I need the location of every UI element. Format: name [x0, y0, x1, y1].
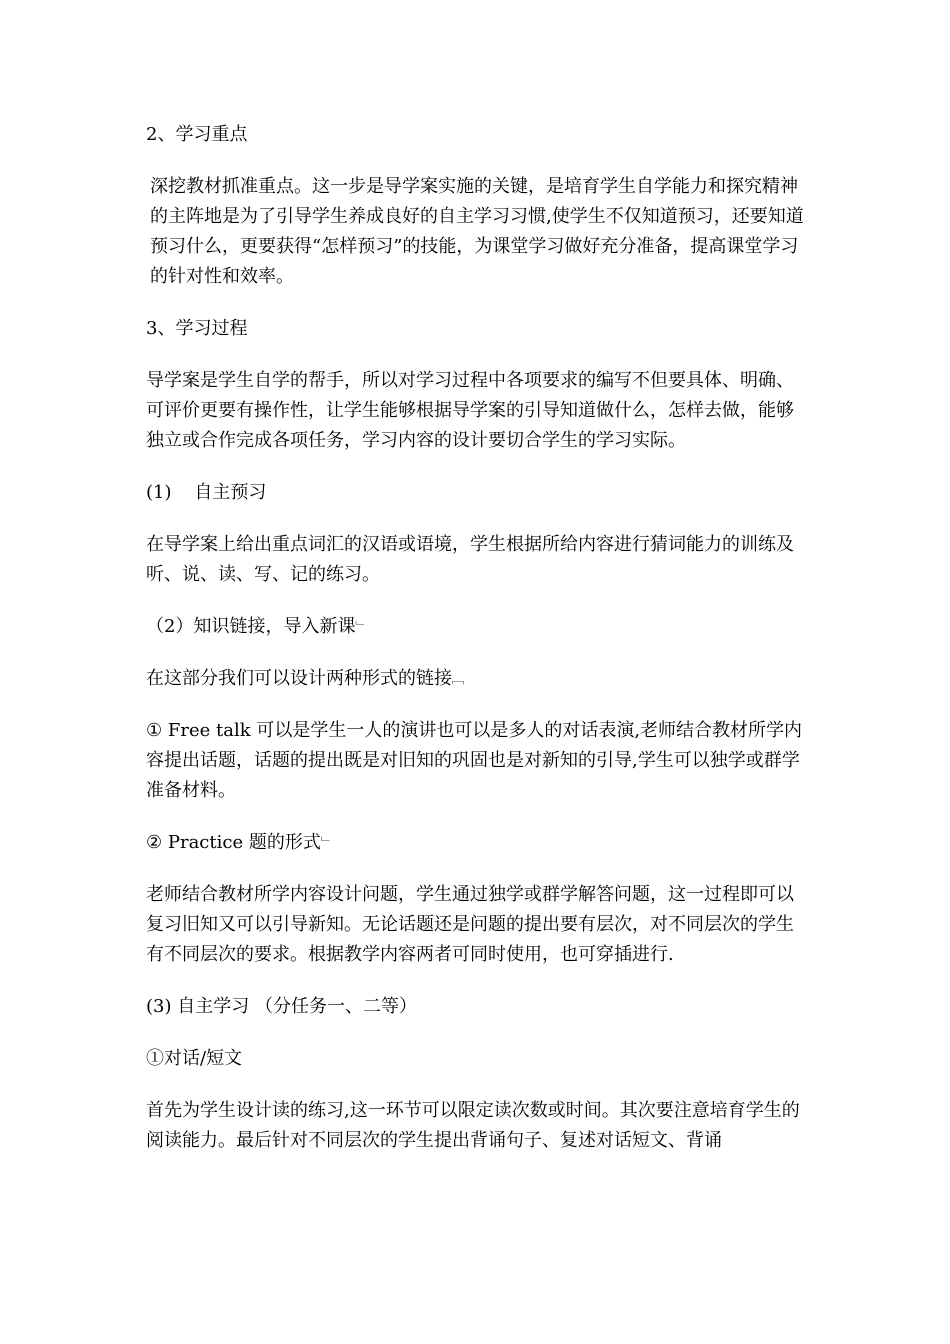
annotation-mark: ﹂ — [355, 620, 368, 634]
section-heading-learning-focus: 2、学习重点 — [146, 124, 248, 145]
section-heading-learning-process: 3、学习过程 — [146, 318, 248, 339]
subheading-self-preview: (1) 自主预习 — [146, 482, 267, 503]
annotation-mark: ﹂ — [320, 836, 333, 850]
paragraph-practice: 老师结合教材所学内容设计问题，学生通过独学或群学解答问题，这一过程即可以复习旧知又可以引导新知。无论话题还是问题的提出要有层次，对不同层次的学生有不同层次的要求。根据教学内容两者可同时使用，也可穿插进行. — [146, 884, 794, 965]
list-item-practice-text: ② Practice 题的形式 — [146, 832, 321, 853]
paragraph-self-preview: 在导学案上给出重点词汇的汉语或语境，学生根据所给内容进行猜词能力的训练及听、说、读、写、记的练习。 — [146, 534, 794, 585]
document-body — [146, 120, 811, 1156]
paragraph-learning-focus: 深挖教材抓准重点。这一步是导学案实施的关键，是培育学生自学能力和探究精神的主阵地是为了引导学生养成良好的自主学习习惯,使学生不仅知道预习，还要知道预习什么，更要获得“怎样预习”的技能，为课堂学习做好充分准备，提高课堂学习的针对性和效率。 — [150, 176, 804, 287]
paragraph-link-forms-text: 在这部分我们可以设计两种形式的链接 — [146, 668, 452, 689]
subheading-knowledge-link-text: （2）知识链接，导入新课 — [146, 616, 356, 637]
list-item-free-talk: ① Free talk 可以是学生一人的演讲也可以是多人的对话表演,老师结合教材所学内容提出话题，话题的提出既是对旧知的巩固也是对新知的引导,学生可以独学或群学准备材料。 — [146, 720, 803, 801]
paragraph-reading: 首先为学生设计读的练习,这一环节可以限定读次数或时间。其次要注意培育学生的阅读能力。最后针对不同层次的学生提出背诵句子、复述对话短文、背诵 — [146, 1100, 800, 1151]
paragraph-link-forms — [146, 664, 811, 694]
list-item-practice — [146, 828, 811, 858]
subheading-dialogue-passage: ①对话/短文 — [146, 1048, 243, 1069]
subheading-knowledge-link — [146, 612, 811, 642]
annotation-mark: ﹇ — [452, 672, 465, 686]
subheading-self-study: (3) 自主学习 （分任务一、二等） — [146, 996, 417, 1017]
paragraph-learning-process: 导学案是学生自学的帮手，所以对学习过程中各项要求的编写不但要具体、明确、可评价更要有操作性，让学生能够根据导学案的引导知道做什么，怎样去做，能够独立或合作完成各项任务，学习内容的设计要切合学生的学习实际。 — [146, 370, 794, 451]
